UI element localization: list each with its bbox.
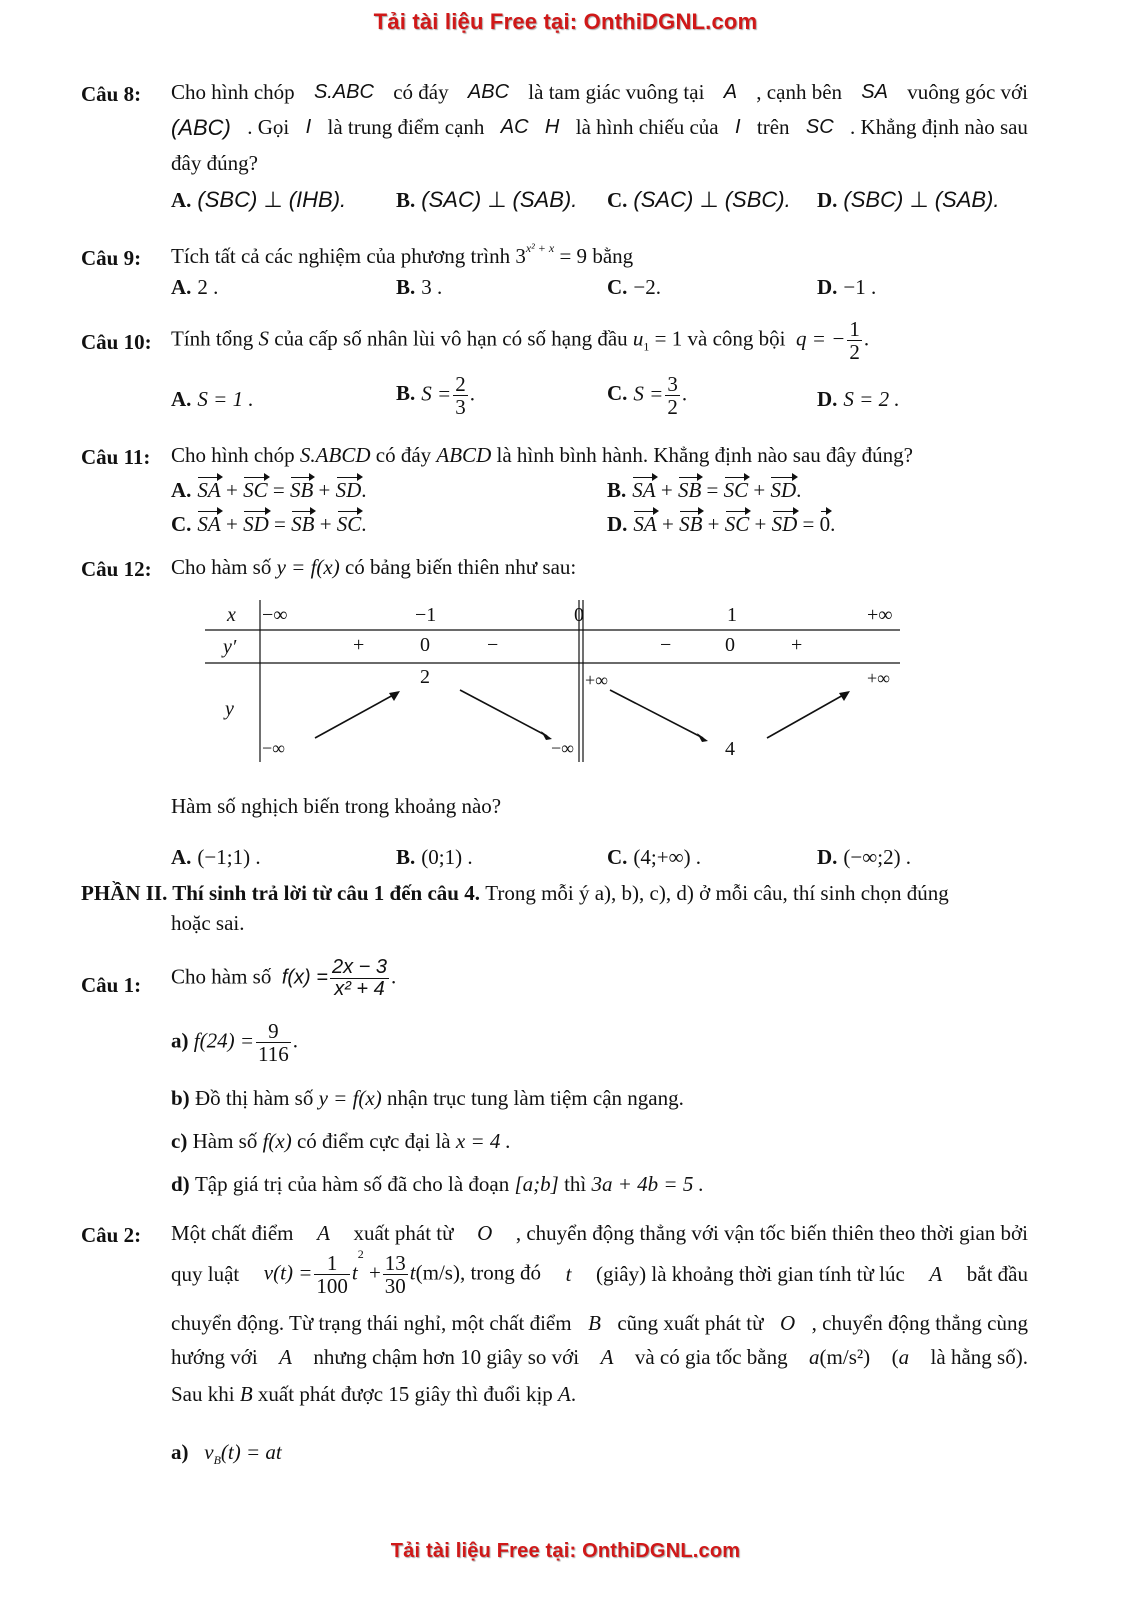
header-banner[interactable]: Tải tài liệu Free tại: OnthiDGNL.com bbox=[373, 9, 758, 34]
y-value: −∞ bbox=[262, 738, 285, 758]
answer-option-b[interactable]: B. S = $\frac{2}{3}$ . bbox=[396, 372, 475, 420]
question-number: Câu 1: bbox=[81, 973, 142, 997]
sign-value: + bbox=[791, 634, 803, 656]
sign-value: + bbox=[353, 634, 365, 656]
increase-arrow bbox=[315, 694, 395, 738]
answer-option-d[interactable]: D. S = 2 . bbox=[817, 387, 900, 411]
x-value: +∞ bbox=[867, 604, 893, 626]
answer-option-c[interactable]: C. S = $\frac{3}{2}$ . bbox=[607, 372, 688, 420]
x-value: −1 bbox=[415, 604, 437, 626]
q8-line1: Cho hình chóp S.ABC có đáy ABC là tam giác vuông tại A , cạnh bên SA vuông góc với bbox=[171, 80, 1028, 104]
statement-c[interactable]: c) Hàm số f(x) có điểm cực đại là x = 4 . bbox=[171, 1129, 511, 1153]
answer-option-d[interactable]: D. −1 . bbox=[817, 275, 877, 299]
y-value: −∞ bbox=[551, 738, 574, 758]
answer-option-a[interactable]: A. 2 . bbox=[171, 275, 219, 299]
x-value: 0 bbox=[574, 604, 584, 626]
statement-a[interactable]: a) f(24) = $\frac{9}{116}$ . bbox=[171, 1019, 298, 1067]
question-number: Câu 9: bbox=[81, 246, 142, 270]
answer-option-c[interactable]: C. (SAC) ⊥ (SBC). bbox=[607, 187, 791, 212]
decrease-arrow-head bbox=[697, 733, 708, 742]
statement-a[interactable]: a) $v_B(t)$ = at bbox=[171, 1440, 282, 1468]
question-number: Câu 8: bbox=[81, 82, 142, 106]
increase-arrow bbox=[767, 694, 845, 738]
sign-value: 0 bbox=[725, 634, 735, 656]
decrease-arrow bbox=[610, 690, 703, 738]
answer-option-a[interactable]: A. SA + SC = SB + SD. bbox=[171, 478, 367, 502]
row-label-x: x bbox=[227, 604, 236, 626]
statement-d[interactable]: d) Tập giá trị của hàm số đã cho là đoạn [a;b] thì 3a + 4b = 5 . bbox=[171, 1172, 704, 1196]
answer-option-b[interactable]: B. SA + SB = SC + SD. bbox=[607, 478, 802, 502]
q10-stem: Tính tổng S của cấp số nhân lùi vô hạn có số hạng đầu $u_1 = 1$ và công bội q = − $\frac{1}{2}$ . bbox=[171, 317, 870, 365]
y-value: +∞ bbox=[585, 670, 608, 690]
p2-line4: hướng với A nhưng chậm hơn 10 giây so với A và có gia tốc bằng a(m/s²) (a là hằng số). bbox=[171, 1345, 1028, 1369]
row-label-y: y bbox=[225, 698, 234, 720]
sign-value: − bbox=[487, 634, 499, 656]
answer-option-c[interactable]: C. (4;+∞) . bbox=[607, 845, 702, 869]
y-value: +∞ bbox=[867, 668, 890, 688]
x-value: 1 bbox=[727, 604, 737, 626]
sign-value: − bbox=[660, 634, 672, 656]
answer-option-c[interactable]: C. SA + SD = SB + SC. bbox=[171, 512, 367, 536]
question-number: Câu 12: bbox=[81, 557, 152, 581]
statement-b[interactable]: b) Đồ thị hàm số y = f(x) nhận trục tung làm tiệm cận ngang. bbox=[171, 1086, 684, 1110]
x-value: −∞ bbox=[262, 604, 288, 626]
answer-option-a[interactable]: A. (SBC) ⊥ (IHB). bbox=[171, 187, 347, 212]
q9-stem: Tích tất cả các nghiệm của phương trình $3^{x^2 + x} = 9$ bằng bbox=[171, 241, 634, 268]
y-value: 4 bbox=[725, 738, 735, 760]
answer-option-c[interactable]: C. −2. bbox=[607, 275, 662, 299]
question-number: Câu 11: bbox=[81, 445, 151, 469]
answer-option-d[interactable]: D. (SBC) ⊥ (SAB). bbox=[817, 187, 1000, 212]
decrease-arrow bbox=[460, 690, 547, 736]
answer-option-b[interactable]: B. 3 . bbox=[396, 275, 443, 299]
sign-value: 0 bbox=[420, 634, 430, 656]
p2-line3: chuyển động. Từ trạng thái nghỉ, một chất điểm B cũng xuất phát từ O , chuyển động thẳng cùng bbox=[171, 1311, 1028, 1335]
footer-banner[interactable]: Tải tài liệu Free tại: OnthiDGNL.com bbox=[390, 1540, 741, 1562]
q11-stem: Cho hình chóp S.ABCD có đáy ABCD là hình bình hành. Khẳng định nào sau đây đúng? bbox=[171, 443, 913, 467]
question-number: Câu 10: bbox=[81, 330, 152, 354]
answer-option-d[interactable]: D. (−∞;2) . bbox=[817, 845, 912, 869]
part-heading: PHẦN II. Thí sinh trả lời từ câu 1 đến câu 4. Trong mỗi ý a), b), c), d) ở mỗi câu, thí sinh chọn đúng bbox=[81, 881, 949, 905]
answer-option-b[interactable]: B. (SAC) ⊥ (SAB). bbox=[396, 187, 578, 212]
q12-question: Hàm số nghịch biến trong khoảng nào? bbox=[171, 794, 502, 818]
answer-option-a[interactable]: A. S = 1 . bbox=[171, 387, 254, 411]
part-heading-line2: hoặc sai. bbox=[171, 911, 245, 935]
y-value: 2 bbox=[420, 666, 430, 688]
variation-table bbox=[205, 600, 900, 762]
question-number: Câu 2: bbox=[81, 1223, 142, 1247]
answer-option-a[interactable]: A. (−1;1) . bbox=[171, 845, 261, 869]
p1-stem: Cho hàm số f(x) = $\frac{2x - 3}{\text{x² + 4}}$ . bbox=[171, 956, 397, 1000]
q8-line3: đây đúng? bbox=[171, 151, 258, 175]
p2-line1: Một chất điểm A xuất phát từ O , chuyển động thẳng với vận tốc biến thiên theo thời gian bởi bbox=[171, 1221, 1028, 1245]
answer-option-d[interactable]: D. SA + SB + SC + SD = 0. bbox=[607, 512, 836, 536]
row-label-yprime: y′ bbox=[223, 636, 237, 658]
q12-stem: Cho hàm số y = f(x) có bảng biến thiên như sau: bbox=[171, 555, 577, 579]
p2-line2: quy luật v(t) = $\frac{1}{100}$ $t^2$ + $\frac{13}{30}$ t(m/s), trong đó t (giây) là khoảng thời gian tính từ lúc A bắt đầu bbox=[171, 1247, 1028, 1299]
q8-line2: (ABC) . Gọi I là trung điểm cạnh AC H là hình chiếu của I trên SC . Khẳng định nào sau bbox=[171, 115, 1028, 140]
answer-option-b[interactable]: B. (0;1) . bbox=[396, 845, 473, 869]
p2-line5: Sau khi B xuất phát được 15 giây thì đuổi kịp A. bbox=[171, 1382, 577, 1406]
